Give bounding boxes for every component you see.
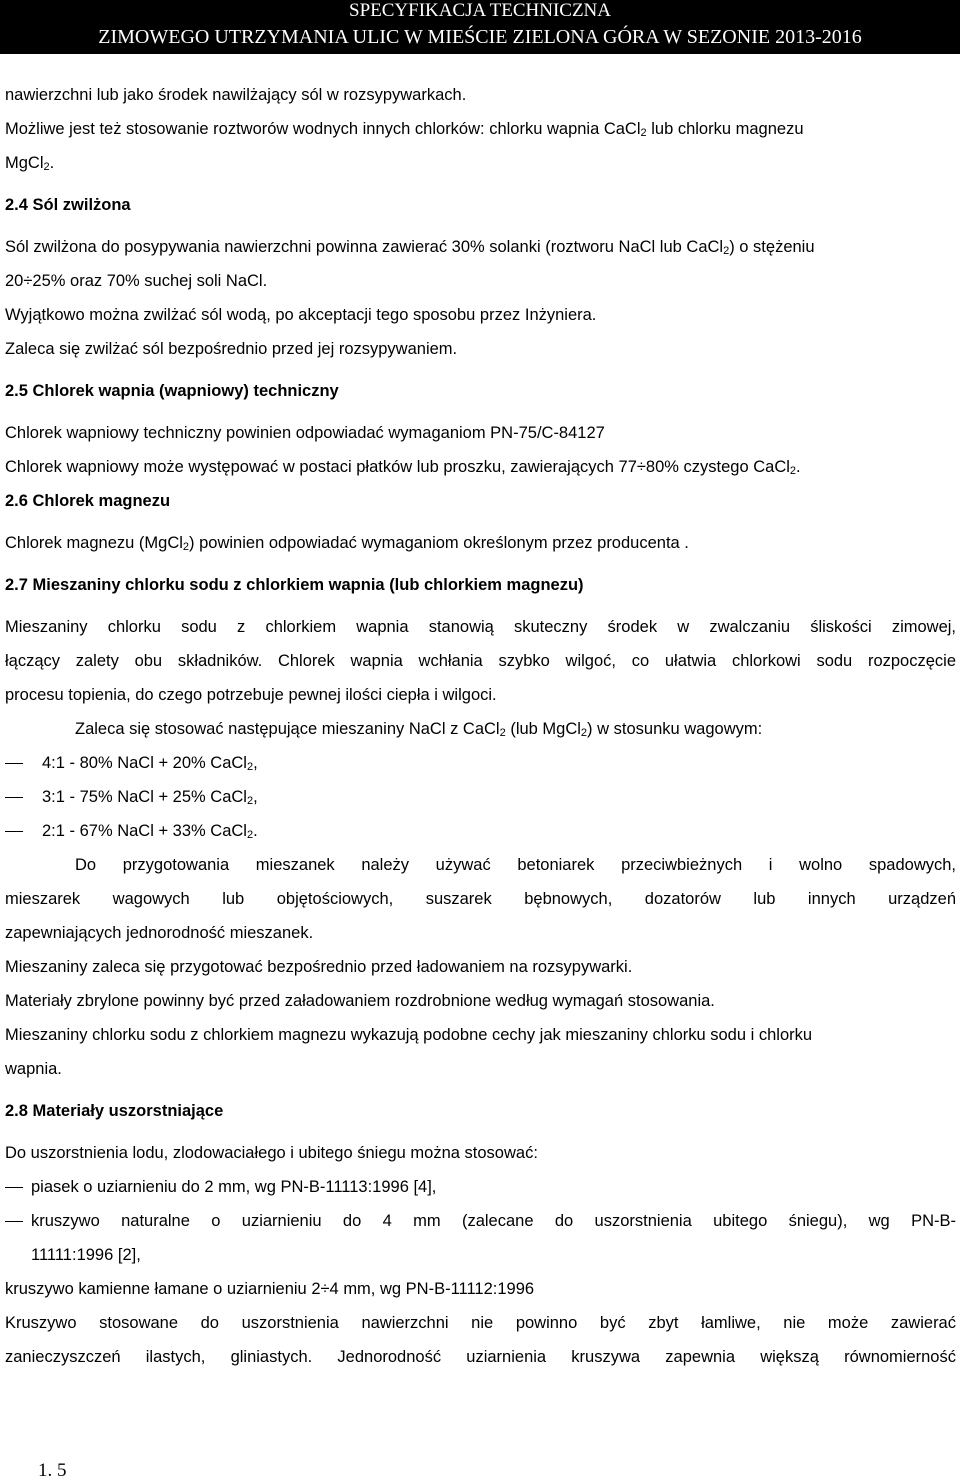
paragraph-line: Mieszaniny chlorku sodu z chlorkiem magnezu wykazują podobne cechy jak mieszaniny chlorku sodu i chlorku: [5, 1026, 813, 1044]
paragraph-line: Do uszorstnienia lodu, zlodowaciałego i ubitego śniegu można stosować:: [5, 1144, 538, 1162]
section-heading-2-7: 2.7 Mieszaniny chlorku sodu z chlorkiem wapnia (lub chlorkiem magnezu): [5, 576, 584, 594]
paragraph-line: Materiały zbrylone powinny być przed załadowaniem rozdrobnione według wymagań stosowania.: [5, 992, 715, 1010]
paragraph-line: Mieszaniny zaleca się przygotować bezpośrednio przed ładowaniem na rozsypywarki.: [5, 958, 633, 976]
dash-icon: [5, 780, 42, 814]
paragraph-line: Kruszywo stosowane do uszorstnienia nawierzchni nie powinno być zbyt łamliwe, nie może zawierać: [5, 1314, 956, 1332]
paragraph-line: mieszarek wagowych lub objętościowych, suszarek bębnowych, dozatorów lub innych urządzeń: [5, 890, 956, 908]
paragraph-line: Wyjątkowo można zwilżać sól wodą, po akceptacji tego sposobu przez Inżyniera.: [5, 306, 597, 324]
paragraph-line: Do przygotowania mieszanek należy używać betoniarek przeciwbieżnych i wolno spadowych,: [75, 856, 956, 874]
list-item-continuation: 11111:1996 [2],: [31, 1246, 141, 1264]
paragraph-line: Zaleca się zwilżać sól bezpośrednio przed jej rozsypywaniem.: [5, 340, 458, 358]
list-item: kruszywo naturalne o uziarnieniu do 4 mm (zalecane do uszorstnienia ubitego śniegu), wg PN-B-: [5, 1204, 956, 1238]
list-item: piasek o uziarnieniu do 2 mm, wg PN-B-11113:1996 [4],: [5, 1170, 956, 1204]
dash-icon: [5, 814, 42, 848]
paragraph-line: Chlorek wapniowy może występować w postaci płatków lub proszku, zawierających 77÷80% czystego CaCl$_2$.: [5, 458, 801, 477]
document-body: [5, 78, 956, 1374]
header-subtitle: ZIMOWEGO UTRZYMANIA ULIC W MIEŚCIE ZIELONA GÓRA W SEZONIE 2013-2016: [98, 26, 862, 48]
paragraph-line: Mieszaniny chlorku sodu z chlorkiem wapnia stanowią skuteczny środek w zwalczaniu śliskości zimowej,: [5, 618, 956, 636]
header-title: SPECYFIKACJA TECHNICZNA: [349, 0, 611, 21]
paragraph-line: kruszywo kamienne łamane o uziarnieniu 2÷4 mm, wg PN-B-11112:1996: [5, 1280, 535, 1298]
section-heading-2-5: 2.5 Chlorek wapnia (wapniowy) techniczny: [5, 382, 339, 400]
paragraph-line: procesu topienia, do czego potrzebuje pewnej ilości ciepła i wilgoci.: [5, 686, 497, 704]
paragraph-line: Sól zwilżona do posypywania nawierzchni powinna zawierać 30% solanki (roztworu NaCl lub CaCl$_2$) o stężeniu: [5, 238, 815, 257]
paragraph-line: Możliwe jest też stosowanie roztworów wodnych innych chlorków: chlorku wapnia CaCl$_2$ lub chlorku magnezu: [5, 120, 804, 139]
paragraph-line: Zaleca się stosować następujące mieszaniny NaCl z CaCl$_2$ (lub MgCl$_2$) w stosunku wagowym:: [75, 720, 763, 739]
paragraph-line: nawierzchni lub jako środek nawilżający sól w rozsypywarkach.: [5, 86, 467, 104]
list-item: 2:1 - 67% NaCl + 33% CaCl$_2$.: [5, 814, 956, 848]
page-number: 1. 5: [38, 1460, 67, 1481]
paragraph-line: Chlorek wapniowy techniczny powinien odpowiadać wymaganiom PN-75/C-84127: [5, 424, 605, 442]
section-heading-2-4: 2.4 Sól zwilżona: [5, 196, 131, 214]
section-heading-2-6: 2.6 Chlorek magnezu: [5, 492, 171, 510]
list-item: 4:1 - 80% NaCl + 20% CaCl$_2$,: [5, 746, 956, 780]
paragraph-line: łączący zalety obu składników. Chlorek wapnia wchłania szybko wilgoć, co ułatwia chlorkowi sodu rozpoczęcie: [5, 652, 956, 670]
paragraph-line: zanieczyszczeń ilastych, gliniastych. Jednorodność uziarnienia kruszywa zapewnia większą równomierność: [5, 1348, 956, 1366]
dash-icon: [5, 1204, 31, 1238]
section-heading-2-8: 2.8 Materiały uszorstniające: [5, 1102, 224, 1120]
paragraph-line: Chlorek magnezu (MgCl$_2$) powinien odpowiadać wymaganiom określonym przez producenta .: [5, 534, 689, 553]
paragraph-line: zapewniających jednorodność mieszanek.: [5, 924, 314, 942]
dash-icon: [5, 1170, 31, 1204]
document-header: [0, 0, 960, 54]
list-item: 3:1 - 75% NaCl + 25% CaCl$_2$,: [5, 780, 956, 814]
paragraph-line: 20÷25% oraz 70% suchej soli NaCl.: [5, 272, 268, 290]
dash-icon: [5, 746, 42, 780]
paragraph-line: wapnia.: [5, 1060, 62, 1078]
paragraph-line: MgCl$_2$.: [5, 154, 55, 173]
